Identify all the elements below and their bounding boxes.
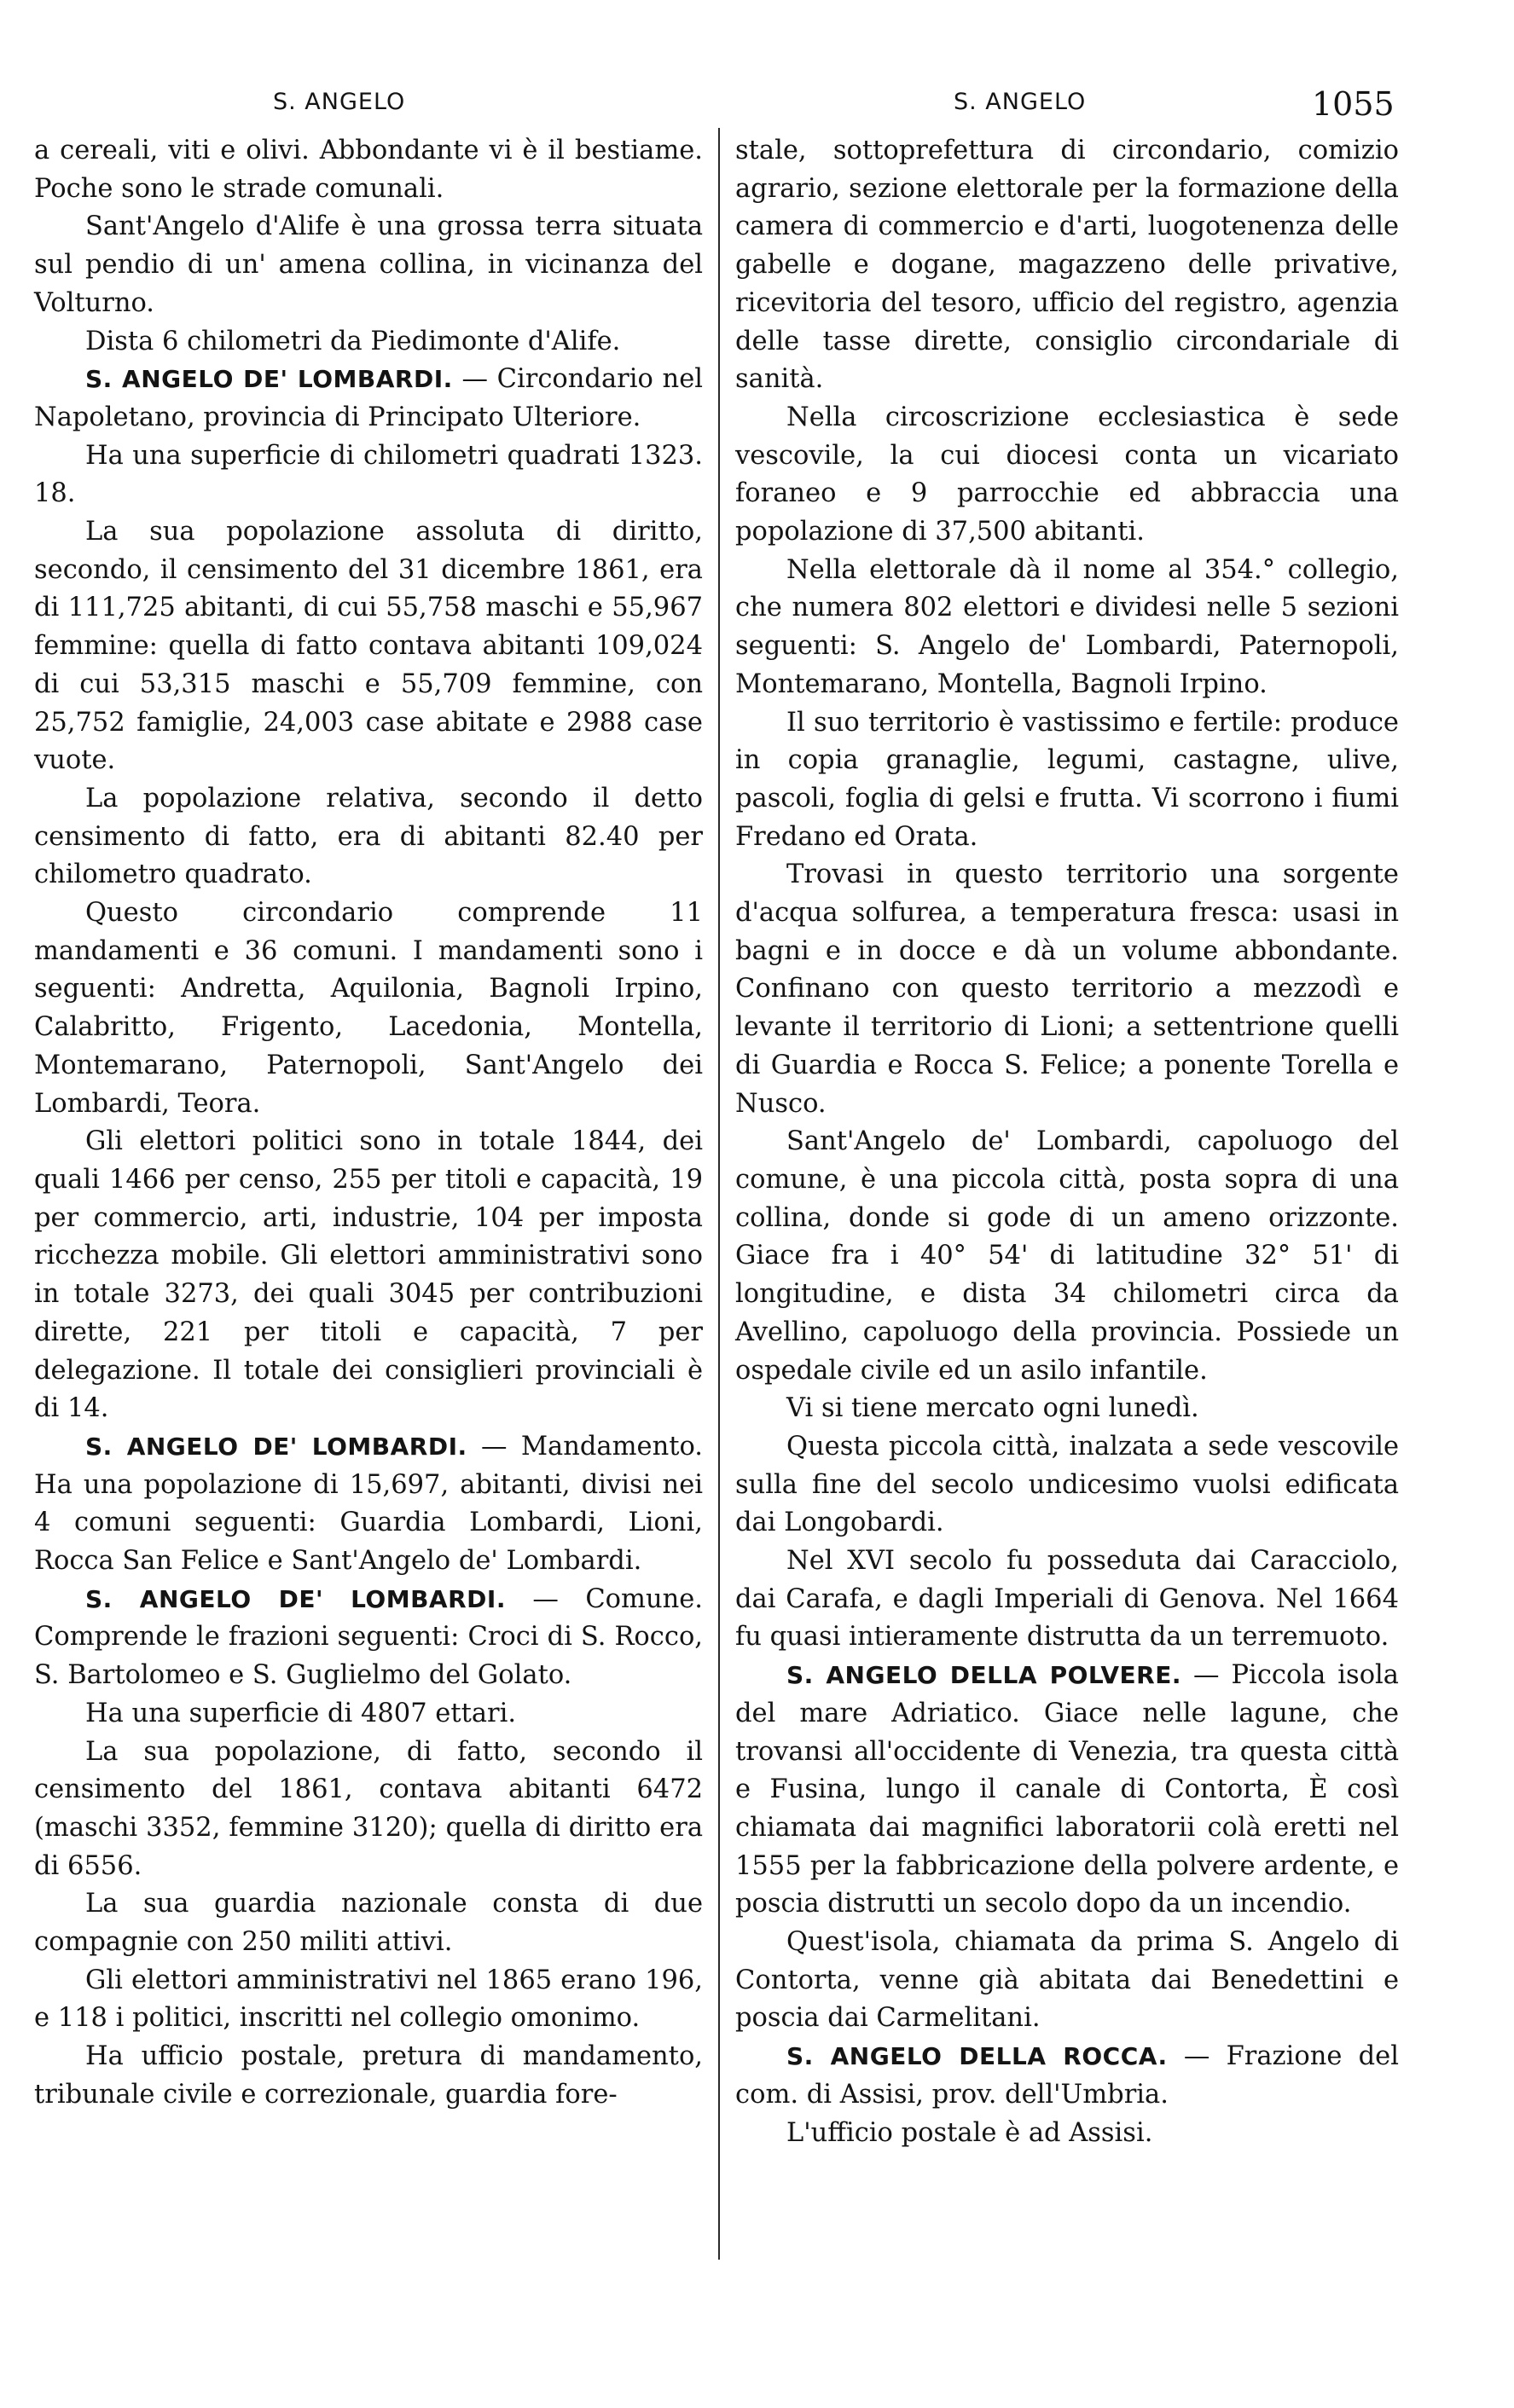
- entry-heading: S. ANGELO DELLA ROCCA.: [786, 2042, 1168, 2071]
- paragraph: [735, 1924, 1399, 2038]
- paragraph: [735, 1657, 1399, 1924]
- paragraph: [735, 1543, 1399, 1657]
- paragraph-text: Nella elettorale dà il nome al 354.° collegio, che numera 802 elettori e dividesi nelle 5 sezioni seguenti: S. Angelo de' Lombardi, Paternopoli, Montemarano, Montella, Bagnoli Irpino.: [735, 554, 1399, 699]
- paragraph: [34, 1428, 703, 1581]
- entry-heading: S. ANGELO DE' LOMBARDI.: [85, 1432, 467, 1461]
- paragraph: [34, 1123, 703, 1428]
- paragraph-text: — Comune. Comprende le frazioni seguenti: Croci di S. Rocco, S. Bartolomeo e S. Guglielmo del Golato.: [34, 1583, 703, 1691]
- paragraph-text: a cereali, viti e olivi. Abbondante vi è il bestiame. Poche sono le strade comunali.: [34, 136, 703, 204]
- paragraph-text: Ha una superficie di chilometri quadrati 1323. 18.: [34, 440, 703, 509]
- paragraph-text: Ha ufficio postale, pretura di mandamento, tribunale civile e correzionale, guardia fore-: [34, 2041, 703, 2110]
- paragraph-text: stale, sottoprefettura di circondario, comizio agrario, sezione elettorale per la formazione della camera di commercio e d'arti, luogotenenza delle gabelle e dogane, magazzeno delle privative, ricevitoria del tesoro, ufficio del registro, agenzia delle tasse dirette, consiglio circondariale di sanità.: [735, 136, 1399, 395]
- paragraph-text: — Piccola isola del mare Adriatico. Giace nelle lagune, che trovansi all'occidente di Venezia, tra questa città e Fusina, lungo il canale di Contorta, È così chiamata dai magnifici laboratorii colà eretti nel 1555 per la fabbricazione della polvere ardente, e poscia distrutti un secolo dopo da un incendio.: [735, 1660, 1399, 1919]
- paragraph: [735, 1123, 1399, 1390]
- paragraph-text: La sua guardia nazionale consta di due compagnie con 250 militi attivi.: [34, 1889, 703, 1958]
- paragraph: [34, 323, 703, 362]
- paragraph-text: Il suo territorio è vastissimo e fertile: produce in copia granaglie, legumi, castagne, ulive, pascoli, foglia di gelsi e frutta. Vi scorrono i fiumi Fredano ed Orata.: [735, 707, 1399, 852]
- paragraph: [34, 437, 703, 513]
- paragraph-text: — Mandamento. Ha una popolazione di 15,697, abitanti, divisi nei 4 comuni seguenti: Guardia Lombardi, Lioni, Rocca San Felice e Sant'Angelo de' Lombardi.: [34, 1431, 703, 1577]
- paragraph: [735, 2115, 1399, 2153]
- running-header-left: S. ANGELO: [273, 89, 406, 115]
- paragraph-text: Nella circoscrizione ecclesiastica è sede vescovile, la cui diocesi conta un vicariato foraneo e 9 parrocchie ed abbraccia una popolazione di 37,500 abitanti.: [735, 402, 1399, 547]
- paragraph: [735, 704, 1399, 857]
- paragraph: [34, 894, 703, 1123]
- paragraph-text: Questo circondario comprende 11 mandamenti e 36 comuni. I mandamenti sono i seguenti: Andretta, Aquilonia, Bagnoli Irpino, Calabritto, Frigento, Lacedonia, Montella, Montemarano, Paternopoli, Sant'Angelo dei Lombardi, Teora.: [34, 898, 703, 1119]
- paragraph: [34, 1962, 703, 2038]
- entry-heading: S. ANGELO DE' LOMBARDI.: [85, 1584, 506, 1613]
- paragraph: [34, 780, 703, 894]
- paragraph-text: Gli elettori amministrativi nel 1865 erano 196, e 118 i politici, inscritti nel collegio omonimo.: [34, 1965, 703, 2034]
- paragraph-text: Quest'isola, chiamata da prima S. Angelo di Contorta, venne già abitata dai Benedettini e poscia dai Carmelitani.: [735, 1927, 1399, 2034]
- page-number: 1055: [1312, 85, 1395, 123]
- paragraph-text: Trovasi in questo territorio una sorgente d'acqua solfurea, a temperatura fresca: usasi in bagni e in docce e dà un volume abbondante. Confinano con questo territorio a mezzodì e levante il territorio di Lioni; a settentrione quelli di Guardia e Rocca S. Felice; a ponente Torella e Nusco.: [735, 860, 1399, 1119]
- paragraph-text: Sant'Angelo d'Alife è una grossa terra situata sul pendio di un' amena collina, in vicinanza del Volturno.: [34, 211, 703, 318]
- paragraph-text: — Circondario nel Napoletano, provincia di Principato Ulteriore.: [34, 364, 703, 432]
- paragraph: [735, 399, 1399, 552]
- right-column: [735, 132, 1399, 2152]
- paragraph: [735, 1428, 1399, 1543]
- running-header-right: S. ANGELO: [954, 89, 1087, 115]
- entry-heading: S. ANGELO DELLA POLVERE.: [786, 1661, 1182, 1690]
- paragraph: [735, 552, 1399, 704]
- paragraph-text: Sant'Angelo de' Lombardi, capoluogo del comune, è una piccola città, posta sopra di una collina, donde si gode di un ameno orizzonte. Giace fra i 40° 54' di latitudine 32° 51' di longitudine, e dista 34 chilometri circa da Avellino, capoluogo della provincia. Possiede un ospedale civile ed un asilo infantile.: [735, 1126, 1399, 1386]
- paragraph-text: Nel XVI secolo fu posseduta dai Caracciolo, dai Carafa, e dagli Imperiali di Genova. Nel 1664 fu quasi intieramente distrutta da un terremuoto.: [735, 1546, 1399, 1653]
- paragraph: [735, 856, 1399, 1123]
- paragraph: [34, 1581, 703, 1695]
- paragraph-text: La popolazione relativa, secondo il detto censimento di fatto, era di abitanti 82.40 per chilometro quadrato.: [34, 783, 703, 890]
- paragraph: [34, 1695, 703, 1734]
- paragraph: [735, 132, 1399, 399]
- paragraph-text: Dista 6 chilometri da Piedimonte d'Alife.: [85, 326, 621, 356]
- paragraph-text: La sua popolazione assoluta di diritto, secondo, il censimento del 31 dicembre 1861, era di 111,725 abitanti, di cui 55,758 maschi e 55,967 femmine: quella di fatto contava abitanti 109,024 di cui 53,315 maschi e 55,709 femmine, con 25,752 famiglie, 24,003 case abitate e 2988 case vuote.: [34, 517, 703, 776]
- paragraph: [34, 513, 703, 780]
- paragraph-text: L'ufficio postale è ad Assisi.: [786, 2117, 1153, 2148]
- paragraph-text: — Frazione del com. di Assisi, prov. dell'Umbria.: [735, 2041, 1399, 2110]
- paragraph: [34, 361, 703, 437]
- paragraph-text: La sua popolazione, di fatto, secondo il censimento del 1861, contava abitanti 6472 (maschi 3352, femmine 3120); quella di diritto era di 6556.: [34, 1736, 703, 1881]
- paragraph: [34, 1885, 703, 1961]
- paragraph: [735, 2038, 1399, 2114]
- paragraph-text: Vi si tiene mercato ogni lunedì.: [786, 1393, 1199, 1424]
- paragraph-text: Gli elettori politici sono in totale 1844, dei quali 1466 per censo, 255 per titoli e capacità, 19 per commercio, arti, industrie, 104 per imposta ricchezza mobile. Gli elettori amministrativi sono in totale 3273, dei quali 3045 per contribuzioni dirette, 221 per titoli e capacità, 7 per delegazione. Il totale dei consiglieri provinciali è di 14.: [34, 1126, 703, 1424]
- paragraph: [34, 1734, 703, 1886]
- column-divider: [718, 128, 720, 2260]
- paragraph: [34, 132, 703, 208]
- paragraph: [735, 1390, 1399, 1428]
- paragraph-text: Ha una superficie di 4807 ettari.: [85, 1698, 517, 1728]
- entry-heading: S. ANGELO DE' LOMBARDI.: [85, 365, 453, 394]
- paragraph: [34, 208, 703, 322]
- paragraph: [34, 2038, 703, 2114]
- paragraph-text: Questa piccola città, inalzata a sede vescovile sulla fine del secolo undicesimo vuolsi edificata dai Longobardi.: [735, 1431, 1399, 1538]
- left-column: [34, 132, 703, 2115]
